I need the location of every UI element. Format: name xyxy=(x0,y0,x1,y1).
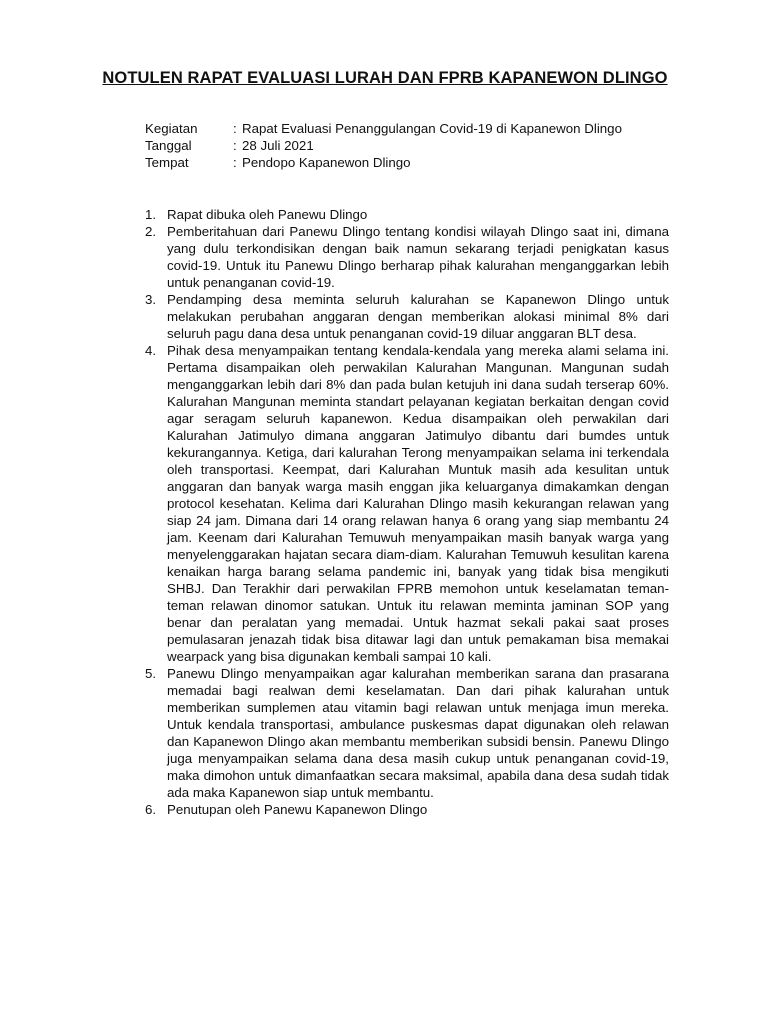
list-item-number: 1. xyxy=(145,207,157,222)
list-item-number: 2. xyxy=(145,224,157,239)
list-item-text: Pihak desa menyampaikan tentang kendala-kendala yang mereka alami selama ini. Pertama disampaikan oleh perwakilan Kalurahan Mangunan. Mangunan sudah menganggarkan lebih dari 8% dan pada bulan ketujuh ini dana sudah terserap 60%. Kalurahan Mangunan meminta standart pelayanan kegiatan berkaitan dengan covid agar seragam seluruh kapanewon. Kedua disampaikan oleh perwakilan dari Kalurahan Jatimulyo dimana anggaran Jatimulyo dibantu dari bumdes untuk kekurangannya. Ketiga, dari kalurahan Terong menyampaikan selama ini terkendala oleh transportasi. Keempat, dari Kalurahan Muntuk masih ada kesulitan untuk anggaran dan banyak warga masih enggan jika keluarganya dimakamkan dengan protocol kesehatan. Kelima dari Kalurahan Dlingo masih kekurangan relawan yang siap 24 jam. Dimana dari 14 orang relawan hanya 6 orang yang siap membantu 24 jam. Keenam dari Kalurahan Temuwuh menyampaikan masih banyak warga yang menyelenggarakan hajatan secara diam-diam. Kalurahan Temuwuh kesulitan karena kenaikan harga barang selama pandemic ini, banyak yang tidak bisa mengikuti SHBJ. Dan Terakhir dari perwakilan FPRB memohon untuk keselamatan teman-teman relawan dinomor satukan. Untuk itu relawan meminta jaminan SOP yang benar dan peralatan yang memadai. Untuk hazmat sekali pakai saat proses pemulasaran jenazah tidak bisa ditawar lagi dan untuk pemakaman bisa memakai wearpack yang bisa digunakan kembali sampai 10 kali. xyxy=(167,343,669,664)
meta-colon: : xyxy=(233,138,237,153)
list-item xyxy=(145,665,669,801)
list-item xyxy=(145,206,669,223)
meta-value: 28 Juli 2021 xyxy=(242,138,314,153)
list-item xyxy=(145,223,669,291)
list-item-text: Penutupan oleh Panewu Kapanewon Dlingo xyxy=(167,802,428,817)
meta-colon: : xyxy=(233,155,237,170)
list-item xyxy=(145,801,669,818)
list-item-text: Pendamping desa meminta seluruh kalurahan se Kapanewon Dlingo untuk melakukan perubahan anggaran dengan memberikan alokasi minimal 8% dari seluruh pagu dana desa untuk penanganan covid-19 diluar anggaran BLT desa. xyxy=(167,292,669,341)
meta-colon: : xyxy=(233,121,237,136)
list-item-text: Rapat dibuka oleh Panewu Dlingo xyxy=(167,207,368,222)
list-item-text: Panewu Dlingo menyampaikan agar kalurahan memberikan sarana dan prasarana memadai bagi realwan demi keselamatan. Dan dari pihak kalurahan untuk memberikan sumplemen atau vitamin bagi relawan untuk menjaga imun mereka. Untuk kendala transportasi, ambulance puskesmas dapat digunakan oleh relawan dan Kapanewon Dlingo akan membantu memberikan subsidi bensin. Panewu Dlingo juga menyampaikan selama dana desa masih cukup untuk penanganan covid-19, maka dimohon untuk dimanfaatkan secara maksimal, apabila dana desa sudah tidak ada maka Kapanewon siap untuk membantu. xyxy=(167,666,669,800)
list-item-text: Pemberitahuan dari Panewu Dlingo tentang kondisi wilayah Dlingo saat ini, dimana yang dulu terkondisikan dengan baik namun sekarang terjadi penigkatan kasus covid-19. Untuk itu Panewu Dlingo berharap pihak kalurahan menganggarkan lebih untuk penanganan covid-19. xyxy=(167,224,669,290)
list-item-number: 4. xyxy=(145,343,157,358)
meeting-info xyxy=(145,120,669,171)
list-item-number: 6. xyxy=(145,802,157,817)
meta-value: Pendopo Kapanewon Dlingo xyxy=(242,155,411,170)
meta-label: Tempat xyxy=(145,155,189,170)
list-item-number: 5. xyxy=(145,666,157,681)
meta-label: Tanggal xyxy=(145,138,192,153)
list-item xyxy=(145,342,669,665)
meta-value: Rapat Evaluasi Penanggulangan Covid-19 di Kapanewon Dlingo xyxy=(242,121,622,136)
document-title: NOTULEN RAPAT EVALUASI LURAH DAN FPRB KAPANEWON DLINGO xyxy=(102,69,668,87)
meta-row-tanggal xyxy=(145,137,669,154)
list-item-number: 3. xyxy=(145,292,157,307)
list-item xyxy=(145,291,669,342)
meta-row-kegiatan xyxy=(145,120,669,137)
meta-row-tempat xyxy=(145,154,669,171)
minutes-list xyxy=(145,206,669,818)
meta-label: Kegiatan xyxy=(145,121,198,136)
